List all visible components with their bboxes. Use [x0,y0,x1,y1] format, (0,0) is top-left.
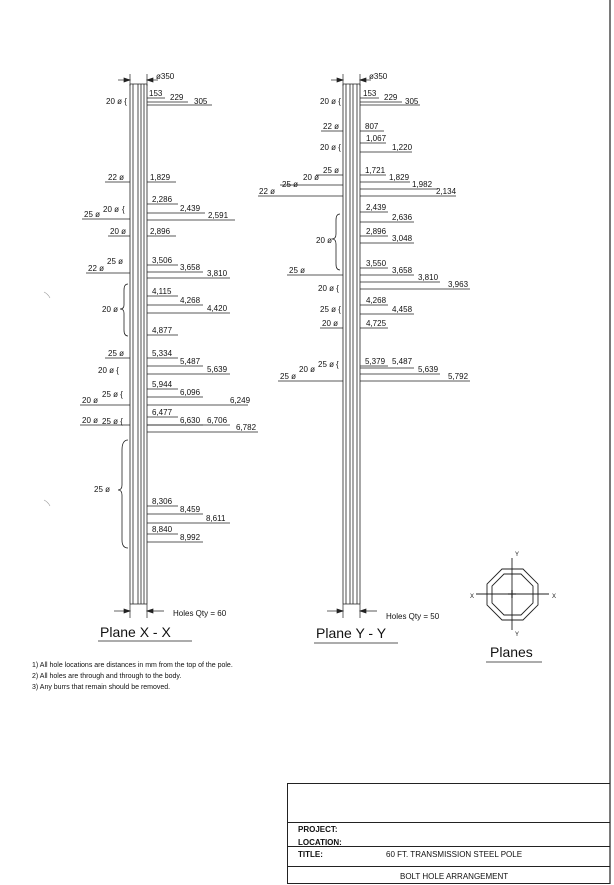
location-label: LOCATION: [298,838,342,847]
scan-mark [44,292,50,298]
plane-y-group-label: 25 ø [323,166,340,175]
plane-x-group-label: 25 ø [108,349,125,358]
plane-x-dim: 8,306 [152,497,173,506]
plane-y-group-label: 20 ø { [320,143,341,152]
plane-x-dim: 4,420 [207,304,228,313]
plane-x-dim-305: 305 [194,97,208,106]
note-item: 3) Any burrs that remain should be removed. [32,684,171,691]
plane-y-dim: 4,458 [392,305,413,314]
plane-x-dim-153: 153 [149,89,163,98]
plane-x-dim: 2,286 [152,195,173,204]
plane-x-dim: 5,334 [152,349,173,358]
plane-y-dim: 2,134 [436,187,457,196]
plane-y-pole [343,84,360,604]
plane-x-dim: 6,706 [207,416,228,425]
plane-y-dim: 4,725 [366,319,387,328]
plane-y-dim: 1,220 [392,143,413,152]
plane-y-dim: 1,829 [389,173,410,182]
plane-x-group-label: 25 ø [107,257,124,266]
plane-x-group-label: 20 ø { [98,366,119,375]
plane-x-dim: 2,896 [150,227,171,236]
plane-y-group-label: 25 ø [280,372,297,381]
plane-x-dim: 5,944 [152,380,173,389]
plane-x-dim: 3,658 [180,263,201,272]
planes-axis-label: X [470,594,475,600]
plane-x-group-label: 20 ø [103,205,120,214]
plane-x-dim: 2,439 [180,204,201,213]
note-item: 2) All holes are through and through to the body. [32,673,182,680]
title-block-location-row [288,834,610,847]
plane-y-dim: 807 [365,122,379,131]
plane-x-top-dia: ø350 [156,72,175,81]
plane-x-pole [130,84,147,604]
plane-y-group-label: 25 ø [318,360,335,369]
plane-y-dim: 3,810 [418,273,439,282]
plane-x-group-label: 20 ø { [106,97,127,106]
plane-y-leaders [258,98,470,381]
plane-y-dim-153: 153 [363,89,377,98]
plane-y-top-dia: ø350 [369,72,388,81]
plane-y-group-label: 20 ø [303,173,320,182]
drawing-notes [32,660,233,693]
planes-axis-label: Y [515,552,520,558]
plane-x-dim: 8,459 [180,505,201,514]
plane-y-group-label: 22 ø [259,187,276,196]
plane-y-group-label: 20 ø [322,319,339,328]
title-line-2: BOLT HOLE ARRANGEMENT [400,872,509,881]
plane-x-group-label: 20 ø [110,227,127,236]
plane-y-dim: 5,487 [392,357,413,366]
plane-y-group-label: 20 ø { [318,284,339,293]
plane-x-dim: 6,630 [180,416,201,425]
planes-symbol [476,558,549,630]
plane-y-group-label: 22 ø [323,122,340,131]
plane-x-dim: 6,249 [230,396,251,405]
plane-x-title: Plane X - X [100,624,171,640]
plane-y-dim: 3,963 [448,280,469,289]
plane-x-dim-229: 229 [170,93,184,102]
plane-x-dim: 3,506 [152,256,173,265]
plane-y-dim: 3,048 [392,234,413,243]
plane-y-dim: 3,658 [392,266,413,275]
plane-x-group-label: 22 ø [108,173,125,182]
plane-y-dim: 4,268 [366,296,387,305]
plane-x-dim: 8,992 [180,533,201,542]
plane-x-dim: 1,829 [150,173,171,182]
plane-x-dim: 6,477 [152,408,173,417]
plane-x-group-label: 25 ø { [102,417,123,426]
plane-x-brace-mark: { [122,205,125,214]
plane-y-group-label: 25 ø [282,180,299,189]
plane-y-dim: 1,721 [365,166,386,175]
plane-y-bottom-dimension [327,604,377,618]
plane-y-group-label: 20 ø [316,236,333,245]
plane-x-dim: 4,877 [152,326,173,335]
plane-y-dim: 3,550 [366,259,387,268]
plane-x-dim: 5,639 [207,365,228,374]
planes-axis-label: Y [515,632,520,638]
plane-x-group-label: 25 ø [84,210,101,219]
plane-x-bottom-dimension [114,604,164,618]
plane-y-dim: 1,067 [366,134,387,143]
plane-y-braces [332,214,340,270]
plane-y-dim: 5,792 [448,372,469,381]
plane-x-dim: 8,840 [152,525,173,534]
plane-y-group-label: 20 ø [299,365,316,374]
plane-x-leaders [80,98,258,542]
plane-x-dim: 8,611 [206,514,226,523]
plane-x-braces [118,284,128,548]
plane-y-dim: 5,639 [418,365,439,374]
planes-axis-label: X [552,594,557,600]
plane-x-dim: 2,591 [208,211,229,220]
plane-y-group-label: 20 ø { [320,97,341,106]
plane-x-group-label: 22 ø [88,264,105,273]
project-label: PROJECT: [298,825,338,834]
plane-y-dim: 5,379 [365,357,386,366]
plane-y-dim-305: 305 [405,97,419,106]
plane-x-dim: 4,268 [180,296,201,305]
title-line-1: 60 FT. TRANSMISSION STEEL POLE [386,850,523,859]
plane-y-holes-qty: Holes Qty = 50 [386,612,440,621]
plane-x-group-label: 25 ø { [102,390,123,399]
plane-y-brace-mark: { [336,360,339,369]
plane-x-group-label: 20 ø [102,305,119,314]
scan-mark [44,500,50,506]
plane-y-dim: 1,982 [412,180,433,189]
plane-y-dim-229: 229 [384,93,398,102]
plane-y-group-label: 25 ø { [320,305,341,314]
planes-title: Planes [490,644,533,660]
title-block [287,783,610,884]
plane-x-dim: 4,115 [152,287,172,296]
plane-x-dim: 5,487 [180,357,201,366]
plane-x-holes-qty: Holes Qty = 60 [173,609,227,618]
plane-x-dim: 3,810 [207,269,228,278]
plane-y-labels [259,72,469,621]
plane-y-title: Plane Y - Y [316,625,387,641]
plane-x-dim: 6,096 [180,388,201,397]
plane-y-group-label: 25 ø [289,266,306,275]
title-block-title-row-2 [288,866,610,885]
plane-x-labels [82,72,257,618]
plane-y-dim: 2,636 [392,213,413,222]
note-item: 1) All hole locations are distances in mm from the top of the pole. [32,662,233,669]
title-block-title-row [288,846,610,867]
plane-x-dim: 6,782 [236,423,257,432]
plane-y-dim: 2,896 [366,227,387,236]
title-label: TITLE: [298,850,323,859]
plane-x-group-label: 25 ø [94,485,111,494]
plane-y-dim: 2,439 [366,203,387,212]
plane-x-group-label: 20 ø [82,416,99,425]
plane-x-group-label: 20 ø [82,396,99,405]
